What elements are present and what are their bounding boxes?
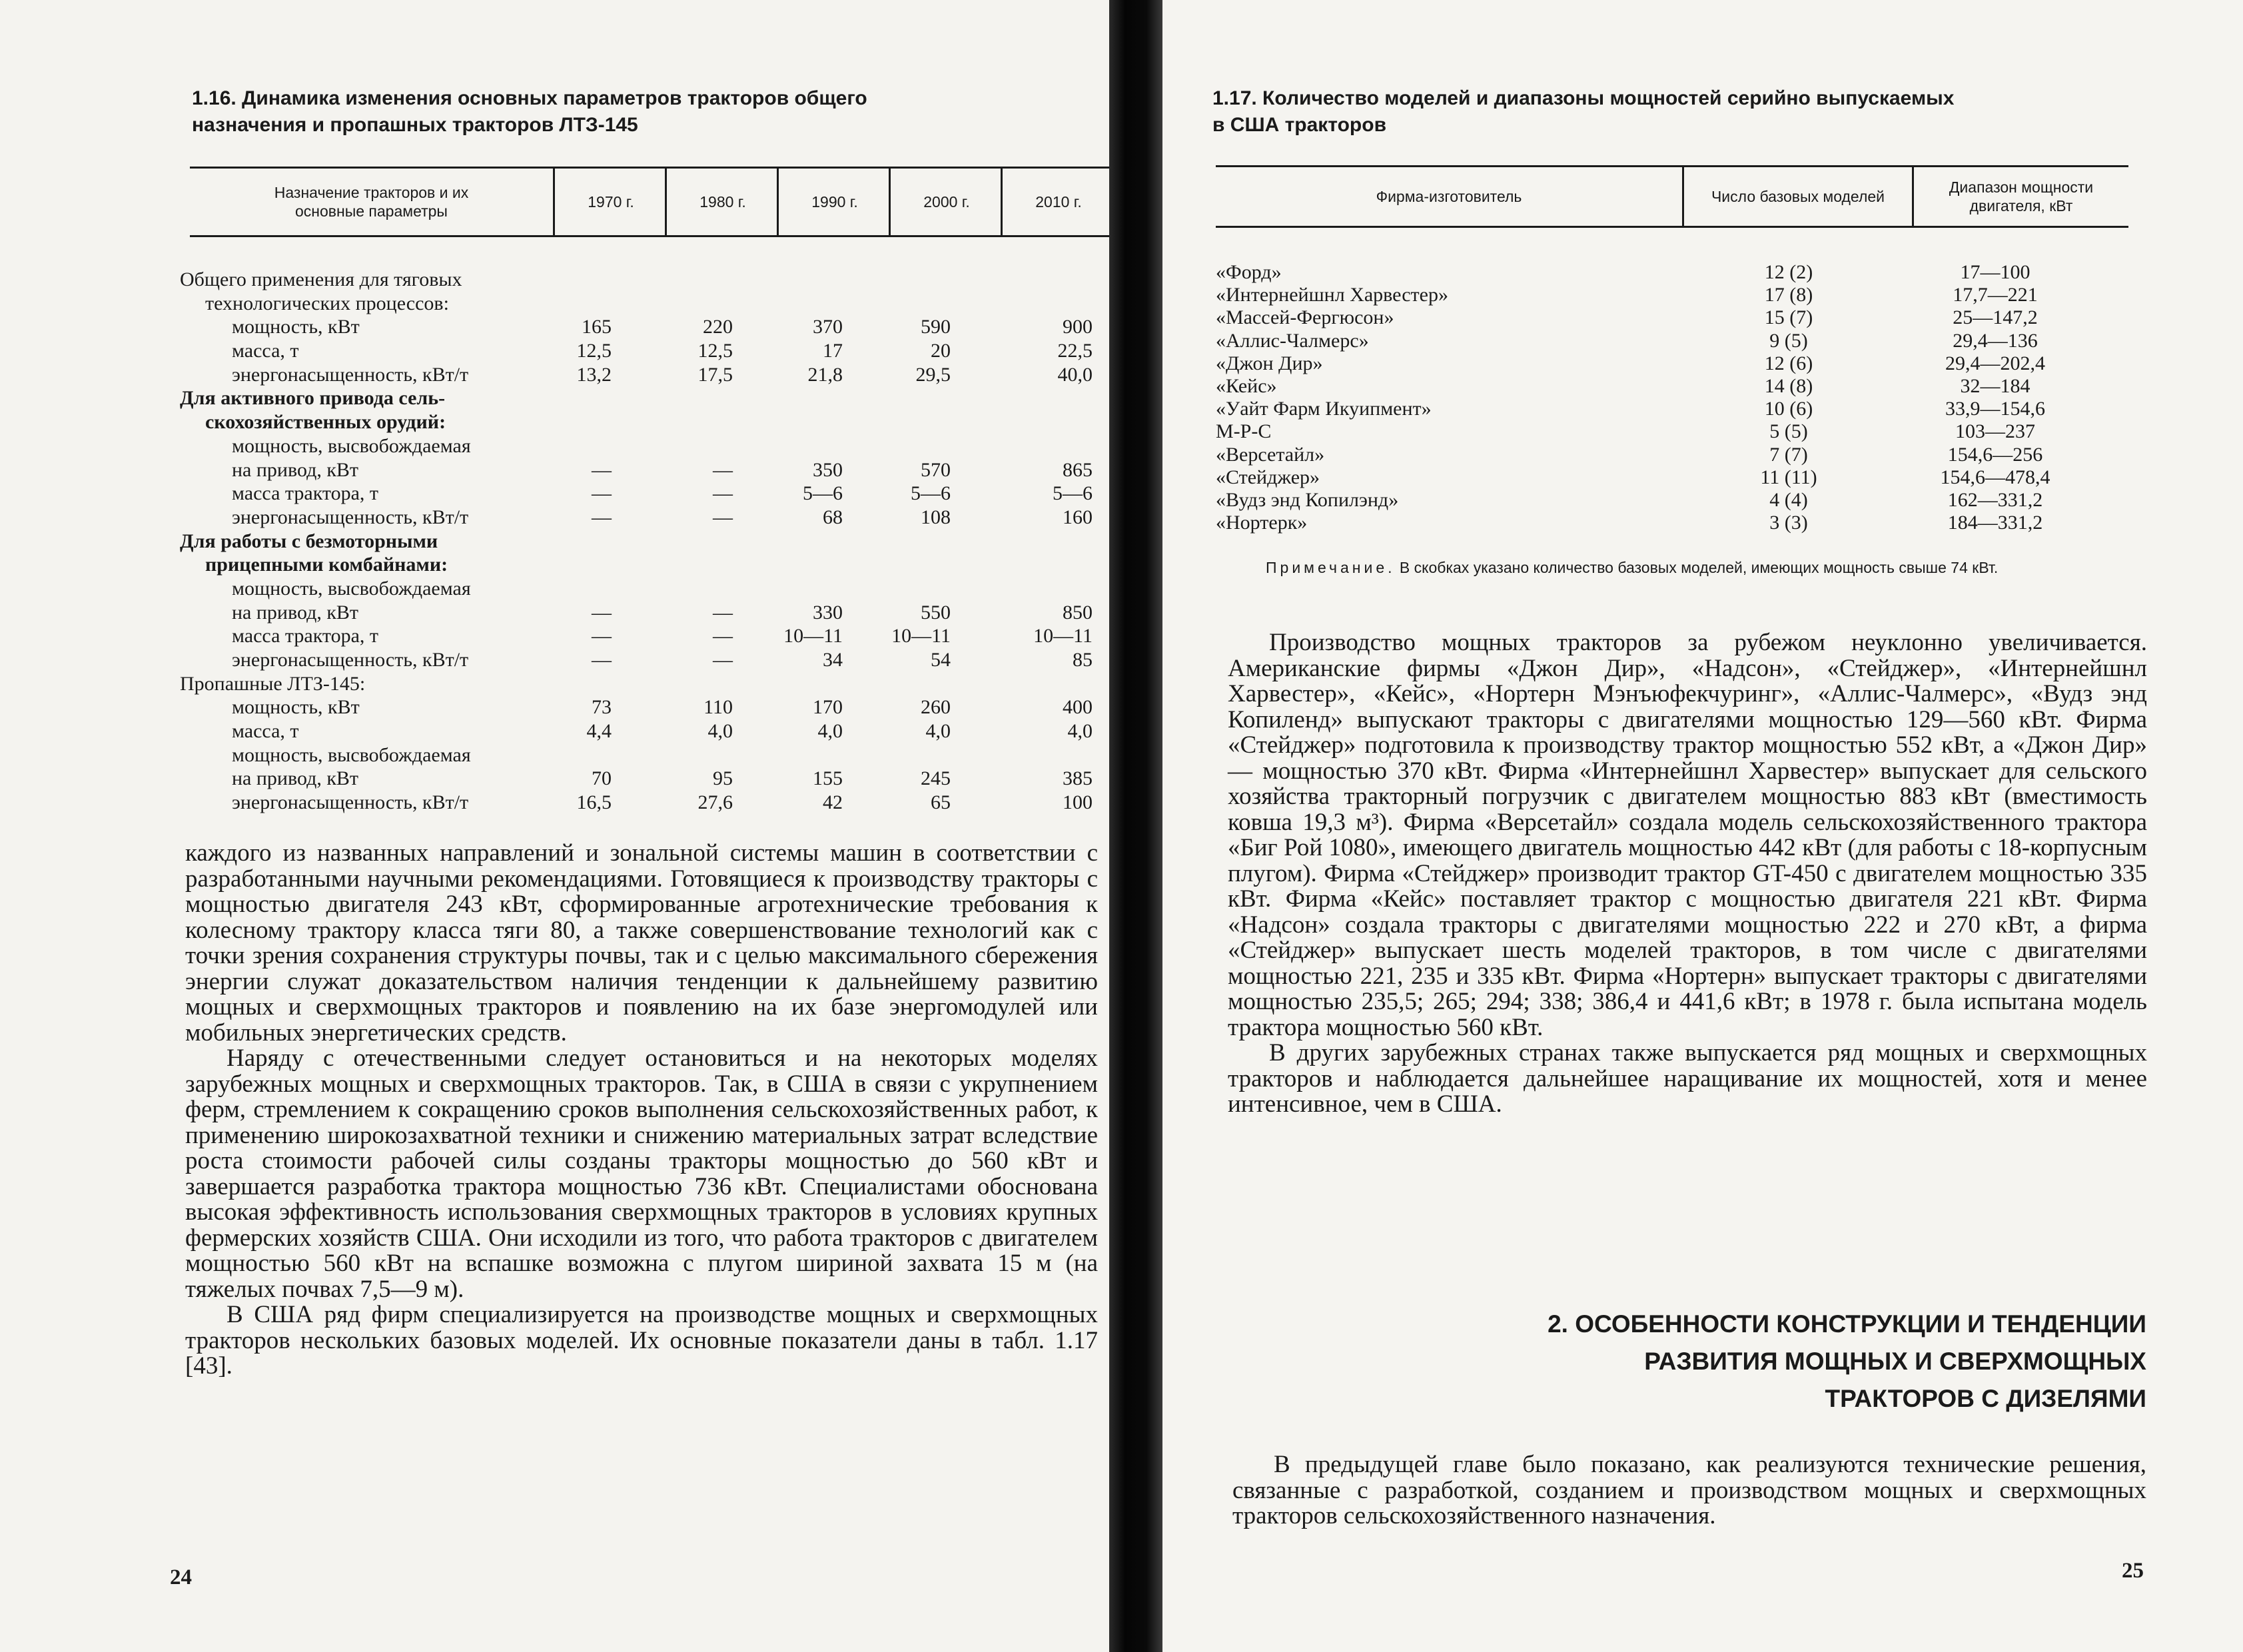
table-row	[180, 601, 1109, 625]
paragraph: Наряду с отечественными следует остановиться и на некоторых моделях зарубежных мощных и сверхмощных тракторов. Так, в США в связи с укрупнением ферм, стремлением к сокращению сроков выполнения сельскохозяйственных работ, к применению широкозахватной техники и снижению материальных затрат вследствие роста стоимости рабочей силы созданы тракторы мощностью до 560 кВт и завершается разработка трактора мощностью 736 кВт. Специалистами обоснована высокая эффективность использования сверхмощных тракторов в условиях крупных фермерских хозяйств США. Они исходили из того, что работа тракторов с двигателем мощностью 560 кВт на вспашке возможна с плугом шириной захвата 15 м (на тяжелых почвах 7,5—9 м).	[185, 1044, 1098, 1303]
cell-models: 3 (3)	[1769, 512, 1808, 534]
book-spine	[1109, 0, 1162, 1652]
cell-value: 5—6	[911, 482, 951, 505]
cell-value: —	[592, 649, 612, 671]
cell-value: 29,5	[915, 363, 951, 386]
table-row	[180, 292, 1109, 316]
table-row	[180, 624, 1109, 648]
cell-value: 370	[813, 316, 843, 338]
row-label: масса трактора, т	[232, 625, 379, 647]
cell-value: —	[713, 625, 733, 647]
cell-models: 14 (8)	[1764, 374, 1813, 397]
table-row	[1216, 466, 2148, 489]
cell-value: 850	[1063, 601, 1093, 623]
cell-firm: «Версетайл»	[1216, 443, 1325, 466]
cell-value: 245	[921, 767, 951, 790]
row-label: мощность, кВт	[232, 696, 360, 719]
table-row	[180, 458, 1109, 482]
caption-line-2: назначения и пропашных тракторов ЛТЗ-145	[192, 114, 638, 136]
closing-text	[1232, 1452, 2146, 1529]
cell-firm: «Стейджер»	[1216, 466, 1320, 488]
cell-value: 220	[703, 316, 733, 338]
table-row	[180, 482, 1109, 506]
row-label: на привод, кВт	[232, 767, 359, 790]
cell-value: 34	[823, 649, 843, 671]
cell-models: 10 (6)	[1764, 398, 1813, 420]
cell-value: 5—6	[803, 482, 843, 505]
cell-value: 12,5	[697, 340, 733, 362]
table-row	[180, 719, 1109, 743]
cell-value: —	[592, 458, 612, 481]
section-heading-line: 2. ОСОБЕННОСТИ КОНСТРУКЦИИ И ТЕНДЕНЦИИ	[1548, 1310, 2146, 1338]
cell-range: 154,6—256	[1947, 443, 2043, 466]
table-row	[1216, 330, 2148, 352]
table-1-16-header	[190, 169, 1109, 235]
cell-value: 170	[813, 696, 843, 719]
cell-firm: М-Р-С	[1216, 420, 1272, 443]
cell-value: 260	[921, 696, 951, 719]
cell-value: 95	[713, 767, 733, 790]
right-text	[1228, 630, 2147, 1118]
table-row	[180, 530, 1109, 554]
cell-value: 400	[1063, 696, 1093, 719]
cell-value: 100	[1063, 791, 1093, 814]
cell-value: 4,0	[1067, 720, 1093, 743]
table-row	[1216, 284, 2148, 306]
row-label: прицепными комбайнами:	[205, 554, 448, 576]
cell-models: 12 (6)	[1764, 352, 1813, 374]
cell-value: 4,0	[817, 720, 843, 743]
cell-firm: «Джон Дир»	[1216, 352, 1323, 374]
cell-value: 22,5	[1057, 340, 1093, 362]
cell-value: 570	[921, 458, 951, 481]
table-row	[1216, 420, 2148, 443]
cell-value: 385	[1063, 767, 1093, 790]
cell-value: 590	[921, 316, 951, 338]
cell-value: 40,0	[1057, 363, 1093, 386]
header-models: Число базовых моделей	[1682, 167, 1912, 226]
cell-value: —	[713, 506, 733, 528]
cell-value: 54	[931, 649, 951, 671]
paragraph: В других зарубежных странах также выпускается ряд мощных и сверхмощных тракторов и наблюдается дальнейшее наращивание их мощностей, хотя и менее интенсивное, чем в США.	[1228, 1039, 2147, 1118]
cell-value: 5—6	[1053, 482, 1093, 505]
cell-value: —	[592, 625, 612, 647]
cell-value: 73	[592, 696, 612, 719]
cell-range: 25—147,2	[1953, 306, 2038, 329]
row-label: Общего применения для тяговых	[180, 268, 462, 290]
cell-firm: «Аллис-Чалмерс»	[1216, 329, 1369, 352]
cell-value: 155	[813, 767, 843, 790]
row-label: масса, т	[232, 340, 299, 362]
table-row	[1216, 352, 2148, 375]
cell-models: 7 (7)	[1769, 443, 1808, 466]
cell-value: 10—11	[1033, 625, 1093, 647]
cell-firm: «Интернейшнл Харвестер»	[1216, 284, 1448, 306]
row-label: мощность, высвобождаемая	[232, 743, 471, 766]
section-heading-line: РАЗВИТИЯ МОЩНЫХ И СВЕРХМОЩНЫХ	[1644, 1348, 2146, 1375]
cell-value: 70	[592, 767, 612, 790]
table-row	[180, 434, 1109, 458]
table-row	[180, 506, 1109, 530]
section-heading	[1548, 1306, 2146, 1418]
table-header-rule	[1216, 226, 2128, 228]
cell-value: 10—11	[891, 625, 951, 647]
paragraph: В США ряд фирм специализируется на производстве мощных и сверхмощных тракторов нескольких базовых моделей. Их основные показатели даны в табл. 1.17 [43].	[185, 1301, 1098, 1380]
cell-value: 900	[1063, 316, 1093, 338]
table-row	[1216, 489, 2148, 512]
cell-range: 29,4—136	[1953, 329, 2038, 352]
cell-value: 12,5	[576, 340, 612, 362]
row-label: Для активного привода сель-	[180, 387, 446, 410]
cell-value: 330	[813, 601, 843, 623]
cell-value: 165	[582, 316, 612, 338]
header-year: 2000 г.	[889, 169, 1003, 235]
cell-value: —	[592, 601, 612, 623]
table-row	[180, 695, 1109, 719]
cell-value: —	[713, 601, 733, 623]
cell-value: 550	[921, 601, 951, 623]
cell-value: —	[713, 482, 733, 505]
cell-value: 20	[931, 340, 951, 362]
table-1-16-caption	[192, 85, 867, 139]
cell-range: 32—184	[1960, 374, 2030, 397]
cell-value: 10—11	[783, 625, 843, 647]
paragraph: Производство мощных тракторов за рубежом неуклонно увеличивается. Американские фирмы «Джон Дир», «Надсон», «Стейджер», «Интернейшнл Харвестер», «Кейс», «Нортерн Мэнъюфекчуринг», «Аллис-Чалмерс», «Вудз энд Копиленд» выпускают тракторы с двигателями мощностью 129—560 кВт. Фирма «Стейджер» подготовила к производству трактор мощностью 552 кВт, а «Джон Дир» — мощностью 370 кВт. Фирма «Интернейшнл Харвестер» выпускает для сельского хозяйства тракторный погрузчик с двигателем мощностью 883 кВт (вместимость ковша 19,3 м³). Фирма «Версетайл» создала модель сельскохозяйственного трактора «Биг Рой 1080», имеющего двигатель мощностью 442 кВт (для работы с 18-корпусным плугом). Фирма «Стейджер» производит трактор GT-450 с двигателем мощностью 335 кВт. Фирма «Кейс» поставляет трактор с мощностью двигателя 221 кВт. Фирма «Надсон» создала тракторы с двигателями мощностью 222 и 270 кВт, а фирма «Стейджер» выпускает шесть моделей тракторов, в том числе с двигателями мощностью 221, 235 и 335 кВт. Фирма «Нортерн» выпускает тракторы с двигателями мощностью 235,5; 265; 294; 338; 386,4 и 441,6 кВт; в 1978 г. была испытана модель трактора мощностью 560 кВт.	[1228, 629, 2147, 1041]
table-row	[180, 410, 1109, 434]
table-row	[1216, 444, 2148, 466]
cell-range: 33,9—154,6	[1945, 398, 2045, 420]
table-header-rule	[190, 235, 1109, 237]
row-label: Пропашные ЛТЗ-145:	[180, 672, 366, 695]
cell-range: 103—237	[1955, 420, 2035, 443]
note-label: Примечание.	[1266, 559, 1396, 576]
cell-value: 350	[813, 458, 843, 481]
cell-value: 4,0	[707, 720, 733, 743]
table-row	[1216, 512, 2148, 534]
cell-value: 68	[823, 506, 843, 528]
cell-value: 4,0	[925, 720, 951, 743]
cell-models: 9 (5)	[1769, 329, 1808, 352]
cell-models: 4 (4)	[1769, 488, 1808, 511]
table-row	[180, 648, 1109, 672]
cell-firm: «Массей-Фергюсон»	[1216, 306, 1394, 329]
cell-models: 5 (5)	[1769, 420, 1808, 443]
row-label: масса, т	[232, 720, 299, 743]
cell-value: —	[713, 458, 733, 481]
table-row	[180, 386, 1109, 410]
cell-value: 21,8	[807, 363, 843, 386]
table-row	[180, 767, 1109, 791]
header-range: Диапазон мощности двигателя, кВт	[1912, 167, 2128, 226]
cell-range: 162—331,2	[1947, 488, 2043, 511]
cell-range: 17,7—221	[1953, 284, 2038, 306]
row-label: мощность, высвобождаемая	[232, 577, 471, 600]
page-number: 24	[170, 1565, 192, 1589]
cell-value: 4,4	[586, 720, 612, 743]
row-label: энергонасыщенность, кВт/т	[232, 363, 469, 386]
row-label: энергонасыщенность, кВт/т	[232, 791, 469, 814]
cell-value: 110	[703, 696, 733, 719]
header-firm: Фирма-изготовитель	[1376, 188, 1522, 205]
cell-range: 154,6—478,4	[1940, 466, 2050, 488]
row-label: технологических процессов:	[205, 292, 449, 314]
cell-value: 42	[823, 791, 843, 814]
table-row	[180, 791, 1109, 815]
left-text	[185, 841, 1098, 1380]
row-label: на привод, кВт	[232, 458, 359, 481]
cell-models: 17 (8)	[1764, 284, 1813, 306]
cell-value: 160	[1063, 506, 1093, 528]
header-year: 1990 г.	[777, 169, 891, 235]
table-row	[1216, 261, 2148, 284]
cell-value: —	[592, 482, 612, 505]
cell-models: 15 (7)	[1764, 306, 1813, 329]
table-row	[180, 743, 1109, 767]
table-row	[180, 315, 1109, 339]
cell-firm: «Форд»	[1216, 261, 1282, 283]
row-label: энергонасыщенность, кВт/т	[232, 506, 469, 528]
table-1-17-body	[1216, 261, 2148, 534]
table-row	[180, 363, 1109, 387]
cell-range: 184—331,2	[1947, 512, 2043, 534]
cell-value: 108	[921, 506, 951, 528]
cell-value: 27,6	[697, 791, 733, 814]
row-label: Для работы с безмоторными	[180, 530, 438, 552]
paragraph: В предыдущей главе было показано, как реализуются технические решения, связанные с разработкой, созданием и производством мощных и сверхмощных тракторов сельскохозяйственного назначения.	[1232, 1451, 2146, 1529]
paragraph: каждого из названных направлений и зональной системы машин в соответствии с разработанными научными рекомендациями. Готовящиеся к производству тракторы с мощностью двигателя 243 кВт, сформированные агротехнические требования к колесному трактору класса тяги 80, а также совершенствование технологий как с точки зрения сохранения структуры почвы, так и с целью максимального сбережения энергии служат доказательством наличия тенденции к дальнейшему развитию мощных и сверхмощных тракторов и появлению на их базе энергомодулей или мобильных энергетических средств.	[185, 839, 1098, 1046]
cell-value: 16,5	[576, 791, 612, 814]
table-row	[1216, 398, 2148, 420]
cell-firm: «Вудз энд Копилэнд»	[1216, 488, 1399, 511]
table-row	[1216, 375, 2148, 398]
table-1-17-header	[1216, 167, 2128, 226]
row-label: мощность, кВт	[232, 316, 360, 338]
caption-line-2: в США тракторов	[1212, 114, 1387, 136]
row-label: мощность, высвобождаемая	[232, 434, 471, 457]
note-text: В скобках указано количество базовых моделей, имеющих мощность свыше 74 кВт.	[1399, 559, 1999, 576]
header-year: 2010 г.	[1001, 169, 1109, 235]
table-row	[180, 268, 1109, 292]
cell-firm: «Уайт Фарм Икуипмент»	[1216, 398, 1432, 420]
cell-value: 17	[823, 340, 843, 362]
cell-range: 29,4—202,4	[1945, 352, 2045, 374]
page-number: 25	[2122, 1559, 2144, 1583]
table-1-17-caption	[1212, 85, 1954, 139]
table-row	[180, 339, 1109, 363]
table-row	[1216, 306, 2148, 329]
cell-value: 17,5	[697, 363, 733, 386]
header-param: Назначение тракторов и их основные параметры	[274, 184, 469, 220]
row-label: энергонасыщенность, кВт/т	[232, 649, 469, 671]
cell-firm: «Нортерк»	[1216, 512, 1308, 534]
cell-range: 17—100	[1960, 261, 2030, 283]
table-row	[180, 672, 1109, 696]
cell-value: —	[592, 506, 612, 528]
cell-value: 13,2	[576, 363, 612, 386]
header-year: 1970 г.	[553, 169, 667, 235]
row-label: масса трактора, т	[232, 482, 379, 505]
cell-value: —	[713, 649, 733, 671]
left-page	[0, 0, 1109, 1652]
cell-value: 85	[1073, 649, 1093, 671]
cell-value: 865	[1063, 458, 1093, 481]
cell-models: 11 (11)	[1760, 466, 1817, 488]
table-1-16-body	[180, 268, 1109, 815]
cell-models: 12 (2)	[1764, 261, 1813, 283]
section-heading-line: ТРАКТОРОВ С ДИЗЕЛЯМИ	[1825, 1385, 2146, 1412]
header-year: 1980 г.	[665, 169, 779, 235]
caption-line-1: 1.17. Количество моделей и диапазоны мощностей серийно выпускаемых	[1212, 87, 1955, 109]
table-row	[180, 577, 1109, 601]
cell-value: 65	[931, 791, 951, 814]
row-label: на привод, кВт	[232, 601, 359, 623]
table-note	[1266, 558, 2132, 577]
table-row	[180, 553, 1109, 577]
cell-firm: «Кейс»	[1216, 374, 1277, 397]
row-label: скохозяйственных орудий:	[205, 411, 446, 434]
caption-line-1: 1.16. Динамика изменения основных параметров тракторов общего	[192, 87, 867, 109]
